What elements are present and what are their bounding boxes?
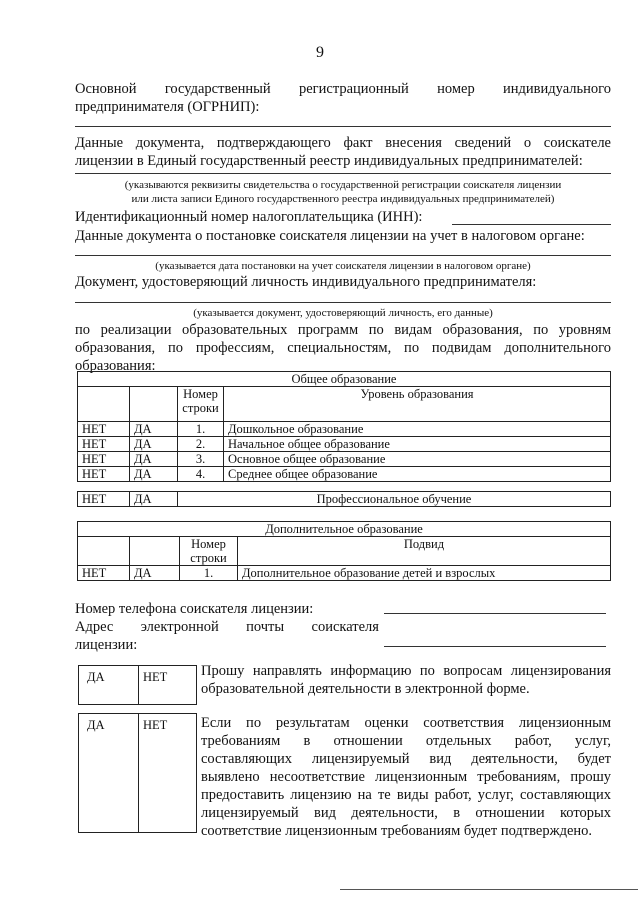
no-option[interactable]: НЕТ: [78, 437, 130, 452]
phone-label: Номер телефона соискателя лицензии:: [75, 601, 314, 617]
table-row: [78, 437, 611, 452]
professional-training-table: [77, 491, 611, 507]
level-name: Дошкольное образование: [224, 422, 611, 437]
inn-label: Идентификационный номер налогоплательщика (ИНН):: [75, 209, 423, 225]
ogrnip-fill-line[interactable]: [75, 126, 611, 127]
page-number: 9: [316, 44, 324, 61]
table-row: [78, 467, 611, 482]
table-row: [78, 452, 611, 467]
partial-line1: Если по результатам оценки соответствия лицензионным: [201, 715, 611, 731]
additional-education-table: [77, 521, 611, 581]
partial-line4: выявлено несоответствие лицензионным требованиям, прошу: [201, 769, 611, 785]
level-name: Начальное общее образование: [224, 437, 611, 452]
programs-line2: образования, по профессиям, специальностям, по подвидам дополнительного: [75, 340, 611, 356]
partial-line2: требованиям в отношении отдельных работ, услуг,: [201, 733, 611, 749]
table-row: [78, 566, 611, 581]
no-option[interactable]: НЕТ: [78, 492, 130, 507]
professional-training-name: Профессиональное обучение: [178, 492, 611, 507]
table-row: [78, 422, 611, 437]
email-label-line2: лицензии:: [75, 637, 138, 653]
email-fill-line[interactable]: [384, 646, 606, 647]
partial-license-choice: [78, 713, 197, 833]
tax-caption: (указывается дата постановки на учет соискателя лицензии в налоговом органе): [155, 260, 531, 272]
inn-fill-line[interactable]: [452, 224, 611, 225]
electronic-no-checkbox[interactable]: НЕТ: [143, 670, 168, 684]
additional-col-subtype: Подвид: [238, 537, 611, 566]
programs-line3: образования:: [75, 358, 156, 374]
egrip-caption-line1: (указываются реквизиты свидетельства о государственной регистрации соискателя лицензии: [124, 179, 562, 191]
egrip-label-line1: Данные документа, подтверждающего факт внесения сведений о соискателе: [75, 135, 611, 151]
partial-line5: предоставить лицензию на те виды работ, услуг, составляющих: [201, 787, 611, 803]
identity-label: Документ, удостоверяющий личность индивидуального предпринимателя:: [75, 274, 537, 290]
yes-option[interactable]: ДА: [130, 422, 178, 437]
yes-option[interactable]: ДА: [130, 452, 178, 467]
egrip-fill-line[interactable]: [75, 173, 611, 174]
subtype-name: Дополнительное образование детей и взрослых: [238, 566, 611, 581]
electronic-yes-checkbox[interactable]: ДА: [79, 666, 139, 704]
partial-line7: соответствие лицензионным требованиям будет подтверждено.: [201, 823, 593, 839]
tax-fill-line[interactable]: [75, 255, 611, 256]
egrip-label-line2: лицензии в Единый государственный реестр индивидуальных предпринимателей:: [75, 153, 583, 169]
no-option[interactable]: НЕТ: [78, 452, 130, 467]
no-option[interactable]: НЕТ: [78, 467, 130, 482]
footer-divider: [340, 889, 638, 890]
yes-option[interactable]: ДА: [130, 566, 180, 581]
electronic-form-line1: Прошу направлять информацию по вопросам лицензирования: [201, 663, 611, 679]
electronic-form-choice: [78, 665, 197, 705]
email-label-line1: Адрес электронной почты соискателя: [75, 619, 379, 635]
table-row: [78, 492, 611, 507]
row-number: 1.: [180, 566, 238, 581]
level-name: Среднее общее образование: [224, 467, 611, 482]
egrip-caption-line2: или листа записи Единого государственного реестра индивидуальных предпринимателей): [131, 193, 555, 205]
additional-col-number: Номер строки: [180, 537, 238, 566]
general-col-level: Уровень образования: [224, 387, 611, 422]
ogrnip-label-line2: предпринимателя (ОГРНИП):: [75, 99, 260, 115]
row-number: 1.: [178, 422, 224, 437]
row-number: 2.: [178, 437, 224, 452]
general-education-table: [77, 371, 611, 482]
partial-no-checkbox[interactable]: НЕТ: [143, 718, 168, 732]
yes-option[interactable]: ДА: [130, 467, 178, 482]
programs-line1: по реализации образовательных программ по видам образования, по уровням: [75, 322, 611, 338]
ogrnip-label-line1: Основной государственный регистрационный номер индивидуального: [75, 81, 611, 97]
additional-table-title: Дополнительное образование: [78, 522, 611, 537]
yes-option[interactable]: ДА: [130, 492, 178, 507]
row-number: 4.: [178, 467, 224, 482]
partial-yes-checkbox[interactable]: ДА: [79, 714, 139, 832]
phone-fill-line[interactable]: [384, 613, 606, 614]
partial-line3: составляющих лицензируемый вид деятельности, будет: [201, 751, 611, 767]
level-name: Основное общее образование: [224, 452, 611, 467]
identity-caption: (указывается документ, удостоверяющий личность, его данные): [193, 307, 493, 319]
identity-fill-line[interactable]: [75, 302, 611, 303]
general-table-title: Общее образование: [78, 372, 611, 387]
no-option[interactable]: НЕТ: [78, 422, 130, 437]
row-number: 3.: [178, 452, 224, 467]
no-option[interactable]: НЕТ: [78, 566, 130, 581]
electronic-form-line2: образовательной деятельности в электронной форме.: [201, 681, 530, 697]
general-col-number: Номер строки: [178, 387, 224, 422]
tax-label: Данные документа о постановке соискателя лицензии на учет в налоговом органе:: [75, 228, 585, 244]
partial-line6: лицензируемый вид деятельности, в отношении которых: [201, 805, 611, 821]
yes-option[interactable]: ДА: [130, 437, 178, 452]
